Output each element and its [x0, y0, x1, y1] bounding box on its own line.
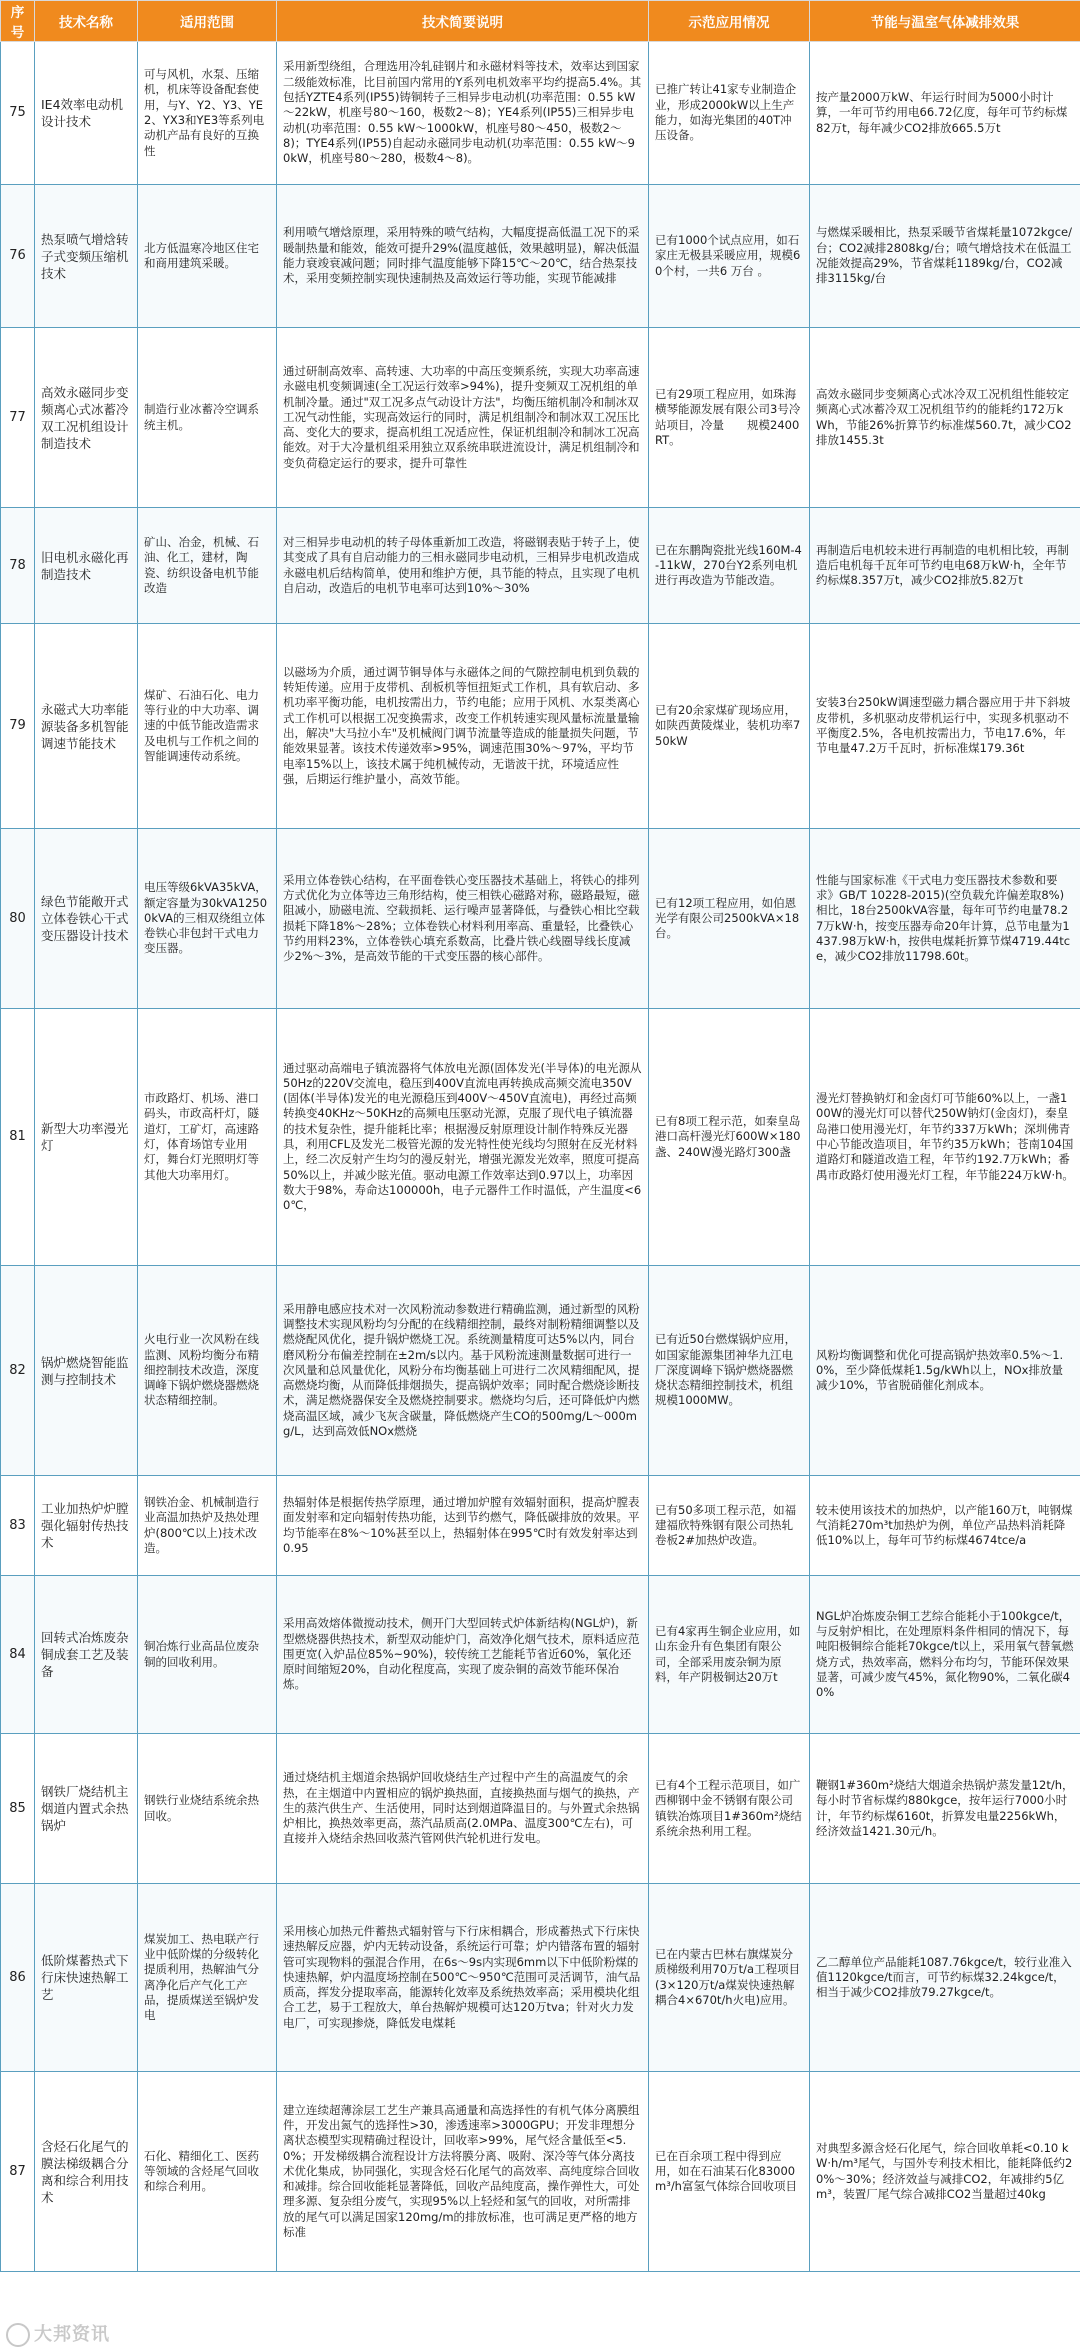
- cell-name: 旧电机永磁化再制造技术: [35, 508, 138, 624]
- cell-description: 对三相异步电动机的转子母体重新加工改造，将磁钢表贴于转子上，使其变成了具有自启动能力的三相永磁同步电动机，三相异步电机改造成永磁电机后结构简单，使用和维护方便，具节能的特点，且实现了电机自启动，改造后的电机节电率可达到10%～30%: [277, 508, 649, 624]
- table-row: [1, 1884, 1080, 2072]
- cell-description: 通过驱动高端电子镇流器将气体放电光源(固体发光(半导体)的电光源从50Hz的220V交流电，稳压到400V直流电再转换成高频交流电350V(固体(半导体)发光的电光源稳压到400V～450V直流电)，再经过高频转换变40KHz～50KHz的高频电压驱动光源，克服了现代电子镇流器的技术复杂性，提升能耗比率；根据漫反射原理设计制作特殊反光器具，利用CFL及发光二极管光源的发光特性使光线均匀照射在反光材料上，经二次反射产生均匀的漫反射光，增强光源发光效率，照度可提高50%以上，并减少眩光值。驱动电源工作效率达到0.97以上，功率因数大于98%，寿命达100000h，电子元器件工作时温低，产生温度<60℃，: [277, 1009, 649, 1266]
- cell-effect: 风粉均衡调整和优化可提高锅炉热效率0.5%～1.0%，至少降低煤耗1.5g/kWh以上，NOx排放量减少10%，节省脱硝催化剂成本。: [810, 1266, 1080, 1476]
- cell-scope: 煤矿、石油石化、电力等行业的中大功率、调速的中低节能改造需求及电机与工作机之间的智能调速传动系统。: [138, 624, 277, 829]
- cell-no: 85: [1, 1734, 35, 1884]
- table-row: [1, 624, 1080, 829]
- table-row: [1, 508, 1080, 624]
- header-description: 技术简要说明: [277, 1, 649, 42]
- cell-demo: 已有50多项工程示范，如福建福欣特殊钢有限公司热轧卷板2#加热炉改造。: [649, 1476, 810, 1576]
- cell-name: 永磁式大功率能源装备多机智能调速节能技术: [35, 624, 138, 829]
- cell-demo: 已有8项工程示范，如秦皇岛港口高杆漫光灯600W×180盏、240W漫光路灯300盏: [649, 1009, 810, 1266]
- cell-demo: 已在百余项工程中得到应用，如在石油某石化83000m³/h富氢气体综合回收项目: [649, 2072, 810, 2272]
- table-row: [1, 1266, 1080, 1476]
- table-row: [1, 1734, 1080, 1884]
- cell-name: 工业加热炉炉膛强化辐射传热技术: [35, 1476, 138, 1576]
- cell-scope: 煤炭加工、热电联产行业中低阶煤的分级转化提质利用，热解油气分离净化后产气化工产品，提质煤送至锅炉发电: [138, 1884, 277, 2072]
- cell-effect: 与燃煤采暖相比，热泵采暖节省煤耗量1072kgce/台；CO2减排2808kg/台；喷气增焓技术在低温工况能效提高29%，节省煤耗1189kg/台，CO2减排3115kg/台: [810, 185, 1080, 328]
- cell-no: 76: [1, 185, 35, 328]
- cell-name: 热泵喷气增焓转子式变频压缩机技术: [35, 185, 138, 328]
- cell-description: 利用喷气增焓原理，采用特殊的喷气结构，大幅度提高低温工况下的采暖制热量和能效，能效可提升29%(温度越低，效果越明显)，解决低温能力衰竣衰减问题；同时排气温度能够下降15℃～20℃，结合热泵技术，采用变频控制实现快速制热及高效运行等功能，实现节能减排: [277, 185, 649, 328]
- cell-demo: 已在内蒙古巴林右旗煤炭分质梯级利用70万t/a工程项目(3×120万t/a煤炭快速热解耦合4×670t/h火电)应用。: [649, 1884, 810, 2072]
- header-demo: 示范应用情况: [649, 1, 810, 42]
- cell-effect: 乙二醇单位产品能耗1087.76kgce/t，较行业准入值1120kgce/t而言，可节约标煤32.24kgce/t，相当于减少CO2排放79.27kgce/t。: [810, 1884, 1080, 2072]
- cell-scope: 矿山、冶金，机械、石油、化工，建材，陶瓷、纺织设备电机节能改造: [138, 508, 277, 624]
- cell-scope: 可与风机，水泵、压缩机，机床等设备配套使用，与Y、Y2、Y3、YE2、YX3和YE3等系列电动机产品有良好的互换性: [138, 42, 277, 185]
- cell-description: 采用静电感应技术对一次风粉流动参数进行精确监测，通过新型的风粉调整技术实现风粉均匀分配的在线精细控制，最终对制粉精细调整以及燃烧配风优化，提升锅炉燃烧工况。系统测量精度可达5%以内，同台磨风粉分布偏差控制在±2m/s以内。基于风粉流速测量数据可进行一次风量和总风量优化，风粉分布均衡基础上可进行二次风精细配风，提高燃烧均衡，从而降低排烟损失，提高锅炉效率；同时配合燃烧诊断技术，满足燃烧器保安全及燃烧控制要求。燃烧均匀后，还可降低炉内燃烧高温区域，减少飞灰含碳量，降低燃烧产生CO的500mg/L～000mg/L，达到高效低NOx燃烧: [277, 1266, 649, 1476]
- cell-scope: 石化、精细化工、医药等领域的含烃尾气回收和综合利用。: [138, 2072, 277, 2272]
- watermark: [6, 2320, 110, 2347]
- table-row: [1, 1476, 1080, 1576]
- cell-effect: 安装3台250kW调速型磁力耦合器应用于井下斜坡皮带机，多机驱动皮带机运行中，实现多机驱动不平衡度2.5%，各电机按需出力，节电17.6%，年节电量47.2万千瓦时，折标准煤179.36t: [810, 624, 1080, 829]
- cell-demo: 已推广转让41家专业制造企业，形成2000kW以上生产能力，如海光集团的40T冲压设备。: [649, 42, 810, 185]
- cell-scope: 钢铁行业烧结系统余热回收。: [138, 1734, 277, 1884]
- cell-description: 以磁场为介质，通过调节铜导体与永磁体之间的气隙控制电机到负载的转矩传递。应用于皮带机、刮板机等恒扭矩式工作机，具有软启动、多机功率平衡功能，电机按需出力，节约电能；应用于风机、水泵类离心式工作机可以根据工况变换需求，改变工作机转速实现风量标流量量输出，解决"大马拉小车"及机械阀门调节流量等造成的能量损失问题，节能效果显著。该技术传递效率>95%，调速范围30%～97%，平均节电率15%以上，该技术属于纯机械传动，无谐波干扰，环境适应性强，后期运行维护量小，高效节能。: [277, 624, 649, 829]
- cell-effect: 按产量2000万kW、年运行时间为5000小时计算，一年可节约用电66.72亿度，每年可节约标煤82万t，每年减少CO2排放665.5万t: [810, 42, 1080, 185]
- cell-description: 采用核心加热元件蓄热式辐射管与下行床相耦合，形成蓄热式下行床快速热解反应器，炉内无转动设备，系统运行可靠；炉内错落布置的辐射管可实现物料的强混合作用，在6s～9s内实现6mm以下中低阶粉煤的快速热解，炉内温度场控制在500℃～950℃范围可灵活调节，油气品质高，挥发分提取率高，能源转化效率及系统热效率高；采用模块化组合工艺，易于工程放大，单台热解炉规模可达120万tva；针对火力发电厂，可实现掺烧，降低发电煤耗: [277, 1884, 649, 2072]
- header-effect: 节能与温室气体减排效果: [810, 1, 1080, 42]
- cell-scope: 北方低温寒冷地区住宅和商用建筑采暖。: [138, 185, 277, 328]
- cell-description: 通过研制高效率、高转速、大功率的中高压变频系统，实现大功率高速永磁电机变频调速(全工况运行效率>94%)，提升变频双工况机组的单机制冷量。通过"双工况多点气动设计方法"，均衡压缩机制冷和制冰双工况气动性能，实现高效运行的同时，满足机组制冷和制冰双工况压比高、变化大的要求，提高机组工况适应性，保证机组制冷和制冰工况高能效。对于大冷量机组采用独立双系统串联进流设计，满足机组制冷和变负荷稳定运行的要求，提升可靠性: [277, 328, 649, 508]
- cell-demo: 已有4家再生铜企业应用，如山东金升有色集团有限公司，全部采用废杂铜为原料，年产阴极铜达20万t: [649, 1576, 810, 1734]
- cell-name: 回转式冶炼废杂铜成套工艺及装备: [35, 1576, 138, 1734]
- cell-name: 绿色节能敞开式立体卷铁心干式变压器设计技术: [35, 829, 138, 1009]
- cell-scope: 制造行业冰蓄冷空调系统主机。: [138, 328, 277, 508]
- cell-effect: 对典型多源含烃石化尾气，综合回收单耗<0.10 kW·h/m³尾气，与国外专利技术相比，能耗降低约20%～30%；经济效益与减排CO2，年减排约5亿m³，装置厂尾气综合减排CO2当量超过40kg: [810, 2072, 1080, 2272]
- cell-demo: 已有近50台燃煤锅炉应用，如国家能源集团神华九江电厂深度调峰下锅炉燃烧器燃烧状态精细控制技术，机组规模1000MW。: [649, 1266, 810, 1476]
- watermark-logo-icon: [6, 2323, 30, 2347]
- cell-scope: 火电行业一次风粉在线监测、风粉均衡分布精细控制技术改造，深度调峰下锅炉燃烧器燃烧状态精细控制。: [138, 1266, 277, 1476]
- cell-demo: 已有29项工程应用，如珠海横琴能源发展有限公司3号冷站项目，冷量 规模2400RT。: [649, 328, 810, 508]
- header-scope: 适用范围: [138, 1, 277, 42]
- cell-no: 86: [1, 1884, 35, 2072]
- cell-description: 采用高效熔体微搅动技术，侧开门大型回转式炉体新结构(NGL炉)，新型燃烧器供热技术，新型双动能炉门，高效净化烟气技术，原料适应范围更宽(入炉品位85%~90%)，较传统工艺能耗节省近60%，氧化还原时间缩短20%，自动化程度高，实现了废杂铜的高效节能环保冶炼。: [277, 1576, 649, 1734]
- table-row: [1, 1009, 1080, 1266]
- cell-no: 87: [1, 2072, 35, 2272]
- watermark-text: 大邦资讯: [34, 2324, 110, 2345]
- cell-effect: 鞭钢1#360m²烧结大烟道余热锅炉蒸发量12t/h，每小时节省标煤约880kgce，按年运行7000小时计，年节约标煤6160t，折算发电量2256kWh，经济效益1421.30元/h。: [810, 1734, 1080, 1884]
- cell-no: 83: [1, 1476, 35, 1576]
- cell-name: 钢铁厂烧结机主烟道内置式余热锅炉: [35, 1734, 138, 1884]
- cell-no: 75: [1, 42, 35, 185]
- cell-description: 建立连续超薄涂层工艺生产兼具高通量和高选择性的有机气体分离膜组件，开发出氮气的选择性>30，渗透速率>3000GPU；开发非理想分离状态模型实现精确过程设计，回收率>99%，尾气烃含量低至<5.0%；开发梯级耦合流程设计方法将膜分离、吸附、深冷等气体分离技术优化集成，协同强化，实现含烃石化尾气的高效率、高纯度综合回收和减排。综合回收能耗显著降低，回收产品纯度高，操作弹性大，可处理多源、复杂组分废气，实现95%以上轻烃和氢气的回收，对所需排放的尾气可以满足国家120mg/m的排放标准，也可满足更严格的地方标准: [277, 2072, 649, 2272]
- table-header-row: [1, 1, 1080, 42]
- cell-description: 采用新型绕组，合理选用冷轧硅钢片和永磁材料等技术，效率达到国家二级能效标准，比目前国内常用的Y系列电机效率平均约提高5.4%。其包括YZTE4系列(IP55)铸铜转子三相异步电动机(功率范围：0.55 kW～22kW，机座号80～160，极数2～8)；YE4系列(IP55)三相异步电动机(功率范围：0.55 kW～1000kW，机座号80～450，极数2～8)；TYE4系列(IP55)自起动永磁同步电动机(功率范围：0.55 kW～90kW，机座号80～280，极数4～8)。: [277, 42, 649, 185]
- cell-demo: 已有20余家煤矿现场应用，如陕西黄陵煤业，装机功率750kW: [649, 624, 810, 829]
- cell-name: 锅炉燃烧智能监测与控制技术: [35, 1266, 138, 1476]
- cell-effect: 较未使用该技术的加热炉，以产能160万t，吨钢煤气消耗270m³t加热炉为例，单位产品热料消耗降低10%以上，每年可节约标煤4674tce/a: [810, 1476, 1080, 1576]
- cell-name: 低阶煤蓄热式下行床快速热解工艺: [35, 1884, 138, 2072]
- cell-name: 高效永磁同步变频离心式冰蓄冷双工况机组设计制造技术: [35, 328, 138, 508]
- cell-name: IE4效率电动机设计技术: [35, 42, 138, 185]
- cell-effect: 漫光灯替换钠灯和金卤灯可节能60%以上，一盏100W的漫光灯可以替代250W钠灯(金卤灯)，秦皇岛港口使用漫光灯，年节约337万kWh；深圳佛青中心节能改造项目，年节约35万kWh；苍南104国道路灯和隧道改造工程，年节约192.7万kWh；番禺市政路灯使用漫光灯工程，年节能224万kW·h。: [810, 1009, 1080, 1266]
- table-row: [1, 185, 1080, 328]
- header-no: 序号: [1, 1, 35, 42]
- cell-description: 通过烧结机主烟道余热锅炉回收烧结生产过程中产生的高温废气的余热，在主烟道中内置相应的锅炉换热面，直接换热面与烟气的换热，产生的蒸汽供生产、生活使用，同时达到烟道降温目的。与外置式余热锅炉相比，换热效率更高，蒸汽品质高(2.0MPa、温度300℃左右)，可直接并入烧结余热回收蒸汽管网供汽轮机进行发电。: [277, 1734, 649, 1884]
- cell-effect: NGL炉冶炼废杂铜工艺综合能耗小于100kgce/t，与反射炉相比，在处理原料条件相同的情况下，每吨阳极铜综合能耗70kgce/t以上，采用氧气替氧燃烧方式，热效率高，燃料分布均匀，节能环保效果显著，可减少废气45%，氮化物90%，二氧化碳40%: [810, 1576, 1080, 1734]
- cell-scope: 电压等级6kVA35kVA，额定容量为30kVA12500kVA的三相双绕组立体卷铁心非包封干式电力变压器。: [138, 829, 277, 1009]
- table-row: [1, 2072, 1080, 2272]
- cell-demo: 已有4个工程示范项目，如广西柳钢中金不锈钢有限公司镇铁冶炼项目1#360m²烧结系统余热利用工程。: [649, 1734, 810, 1884]
- header-name: 技术名称: [35, 1, 138, 42]
- table-row: [1, 1576, 1080, 1734]
- cell-no: 81: [1, 1009, 35, 1266]
- cell-no: 84: [1, 1576, 35, 1734]
- cell-no: 82: [1, 1266, 35, 1476]
- cell-effect: 性能与国家标准《干式电力变压器技术参数和要求》GB/T 10228-2015)(空负载允许偏差取8%)相比，18台2500kVA容量，每年可节约电量78.27万kW·h，按变压器寿命20年计算，总节电量为1437.98万kW·h，按供电煤耗折算节煤4719.44tce，减少CO2排放11798.60t。: [810, 829, 1080, 1009]
- table-row: [1, 328, 1080, 508]
- cell-demo: 已有1000个试点应用，如石家庄无极县采暖应用，规模60个村，一共6 万台 。: [649, 185, 810, 328]
- cell-no: 79: [1, 624, 35, 829]
- cell-effect: 再制造后电机较未进行再制造的电机相比较，再制造后电机每千瓦年可节约电电68万kW·h，全年节约标煤8.357万t，减少CO2排放5.82万t: [810, 508, 1080, 624]
- cell-no: 77: [1, 328, 35, 508]
- cell-demo: 已在东鹏陶瓷批光线160M-4-11kW，270台Y2系列电机进行再改造为节能改造。: [649, 508, 810, 624]
- cell-description: 采用立体卷铁心结构，在平面卷铁心变压器技术基础上，将铁心的排列方式优化为立体等边三角形结构，使三相铁心磁路对称，磁路最短，磁阻减小，励磁电流、空载损耗、运行噪声显著降低，与叠铁心相比空载损耗下降18%～28%；立体卷铁心材料利用率高、重量轻，比叠铁心节约用料23%，立体卷铁心填充系数高，比叠片铁心线圈导线长度减少2%～3%，是高效节能的干式变压器的核心部件。: [277, 829, 649, 1009]
- cell-scope: 钢铁冶金、机械制造行业高温加热炉及热处理炉(800℃以上)技术改造。: [138, 1476, 277, 1576]
- cell-scope: 市政路灯、机场、港口码头，市政高杆灯，隧道灯，工矿灯，高速路灯，体育场馆专业用灯，舞台灯光照明灯等其他大功率用灯。: [138, 1009, 277, 1266]
- cell-demo: 已有12项工程应用，如伯恩光学有限公司2500kVA×18台。: [649, 829, 810, 1009]
- table-row: [1, 42, 1080, 185]
- cell-no: 78: [1, 508, 35, 624]
- table-row: [1, 829, 1080, 1009]
- cell-no: 80: [1, 829, 35, 1009]
- cell-description: 热辐射体是根据传热学原理，通过增加炉膛有效辐射面积，提高炉膛表面发射率和定向辐射传热功能，达到节约燃气，降低碳排放的效果。平均节能率在8%～10%甚至以上，热辐射体在995℃时有效发射率达到0.95: [277, 1476, 649, 1576]
- cell-name: 含烃石化尾气的膜法梯级耦合分离和综合利用技术: [35, 2072, 138, 2272]
- cell-effect: 高效永磁同步变频离心式冰冷双工况机组性能较定频离心式冰蓄冷双工况机组节约的能耗约172万kWh，节能26%折算节约标准煤560.7t，减少CO2排放1455.3t: [810, 328, 1080, 508]
- cell-name: 新型大功率漫光灯: [35, 1009, 138, 1266]
- cell-scope: 铜冶炼行业高品位废杂铜的回收利用。: [138, 1576, 277, 1734]
